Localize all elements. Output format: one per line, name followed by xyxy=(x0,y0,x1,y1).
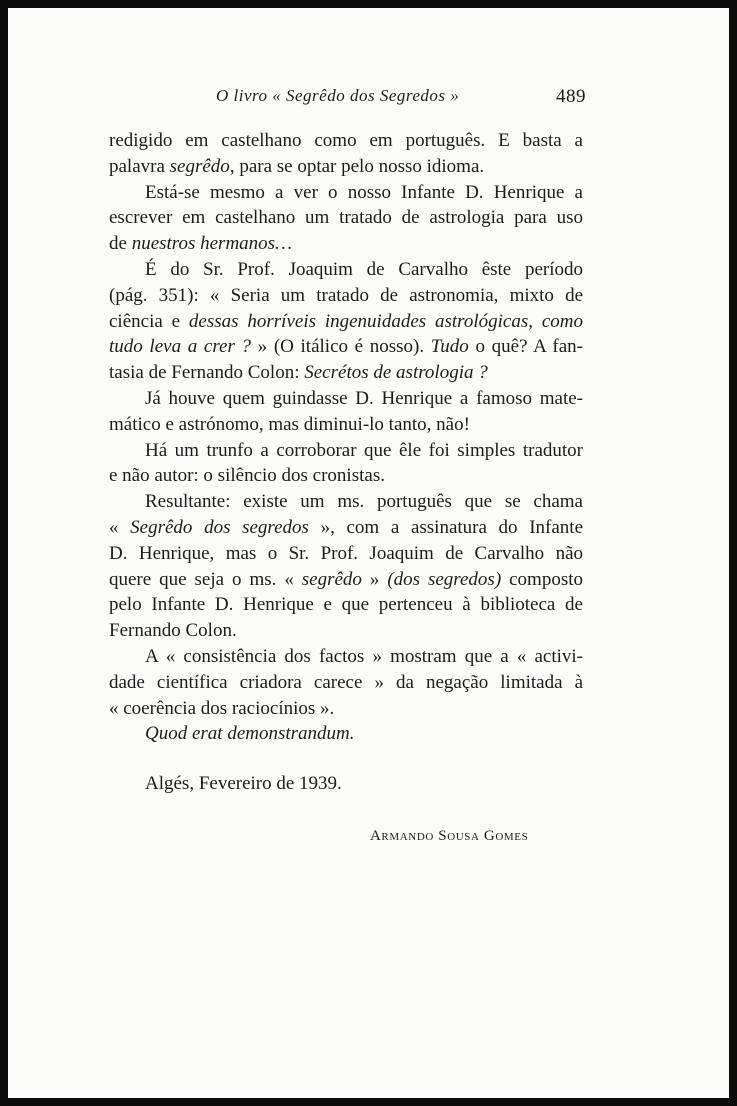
text-span: de xyxy=(109,233,132,255)
running-title: O livro « Segrêdo dos Segredos » xyxy=(216,86,460,105)
paragraph-6-line-3: D. Henrique, mas o Sr. Prof. Joaquim de Carvalho não xyxy=(109,542,583,564)
paragraph-2-line-2: escrever em castelhano um tratado de astrologia para uso xyxy=(109,207,583,229)
paragraph-7-line-3: « coerência dos raciocínios ». xyxy=(109,697,335,719)
text-span: para se optar pelo nosso idioma. xyxy=(234,155,485,177)
paragraph-3-line-4 xyxy=(109,334,583,360)
italic-span: segrêdo, xyxy=(169,155,235,177)
paragraph-7-line-1: A « consistência dos factos » mostram que a « activi- xyxy=(145,645,583,667)
text-span: o quê? A fan- xyxy=(468,336,583,358)
text-span: tasia de Fernando Colon: xyxy=(109,362,305,384)
paragraph-5-line-1: Há um trunfo a corroborar que êle foi simples tradutor xyxy=(145,439,583,461)
text-span: », com a assinatura do Infante xyxy=(308,516,584,538)
paragraph-3-line-5 xyxy=(109,360,583,386)
text-span: ciência e xyxy=(109,310,189,332)
italic-span: Segrêdo dos segredos xyxy=(130,516,309,538)
italic-span: (dos segredos) xyxy=(387,568,502,590)
body-text xyxy=(109,128,583,747)
text-span: » (O itálico é nosso). xyxy=(251,336,431,358)
italic-span: tudo leva a crer ? xyxy=(109,336,251,358)
paragraph-6-line-2 xyxy=(109,515,583,541)
paragraph-2-line-1: Está-se mesmo a ver o nosso Infante D. Henrique a xyxy=(145,181,583,203)
text-span: quere que seja o ms. « xyxy=(109,568,302,590)
text-span: composto xyxy=(501,568,583,590)
italic-span: Secrétos de astrologia ? xyxy=(304,362,488,384)
paragraph-4-line-1: Já houve quem guindasse D. Henrique a famoso mate- xyxy=(145,387,583,409)
paragraph-3-line-1: É do Sr. Prof. Joaquim de Carvalho êste período xyxy=(145,258,583,280)
text-span: « xyxy=(109,516,131,538)
text-span: palavra xyxy=(109,155,170,177)
paragraph-5-line-2: e não autor: o silêncio dos cronistas. xyxy=(109,465,385,487)
italic-span: dessas horríveis ingenuidades astrológicas, como xyxy=(188,310,583,332)
dateline: Algés, Fevereiro de 1939. xyxy=(145,773,342,794)
paragraph-6-line-4 xyxy=(109,567,583,593)
paragraph-7-line-2: dade científica criadora carece » da negação limitada à xyxy=(109,671,583,693)
italic-span: Quod erat demonstrandum. xyxy=(145,723,355,745)
page-number: 489 xyxy=(556,86,586,107)
paragraph-3-line-2: (pág. 351): « Seria um tratado de astronomia, mixto de xyxy=(109,284,583,306)
text-span: » xyxy=(361,568,388,590)
paragraph-1-line-1: redigido em castelhano como em português. E basta a xyxy=(109,130,583,151)
paragraph-3-line-3 xyxy=(109,309,583,335)
italic-span: nuestros hermanos… xyxy=(131,233,292,255)
paragraph-6-line-1: Resultante: existe um ms. português que se chama xyxy=(145,491,583,513)
paragraph-1-line-2 xyxy=(109,154,583,180)
paragraph-6-line-5: pelo Infante D. Henrique e que pertenceu à biblioteca de xyxy=(109,594,583,616)
paragraph-6-line-6: Fernando Colon. xyxy=(109,620,237,642)
paragraph-2-line-3 xyxy=(109,231,583,257)
book-page xyxy=(8,8,729,1098)
author-signature: Armando Sousa Gomes xyxy=(370,828,529,844)
italic-span: Tudo xyxy=(430,336,469,358)
paragraph-4-line-2: mático e astrónomo, mas diminui-lo tanto, não! xyxy=(109,413,470,435)
italic-span: segrêdo xyxy=(301,568,362,590)
closing-latin-line xyxy=(109,721,583,747)
